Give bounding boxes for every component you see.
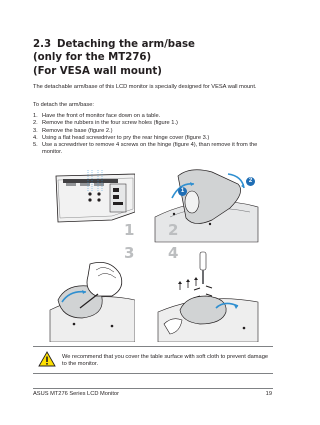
step-number: 3. [33, 127, 38, 134]
section-title-line2: (only for the MT276) [33, 51, 152, 63]
step-text: Using a flat head screwdriver to pry the rear hinge cover (figure 3.) [42, 134, 210, 141]
step-number: 5. [33, 142, 38, 149]
step-number: 2. [33, 120, 38, 127]
figure-4-number: 4 [168, 244, 179, 262]
callout-badge-1 [178, 187, 187, 196]
callout-badge-1-text: 1 [180, 188, 185, 194]
figure-1-illustration [40, 162, 135, 247]
step-number: 4. [33, 134, 38, 141]
step-item [33, 135, 278, 142]
callout-badge-2-text: 2 [248, 178, 253, 184]
section-title-line1: Detaching the arm/base [57, 39, 195, 50]
footer-product-name: ASUS MT276 Series LCD Monitor [33, 391, 119, 397]
step-list [33, 113, 278, 157]
figure-3-illustration [40, 250, 135, 342]
step-item [33, 120, 278, 127]
figure-3-number: 3 [124, 244, 135, 262]
page-number: 19 [265, 391, 272, 397]
figure-2-illustration [150, 162, 260, 247]
figure-4-illustration [150, 250, 260, 342]
section-title [33, 39, 273, 64]
note-bottom-rule [33, 373, 273, 374]
step-text: Have the front of monitor face down on a table. [42, 113, 161, 119]
note-top-rule [33, 346, 273, 347]
step-text: Use a screwdriver to remove 4 screws on the hinge (figure 4), than remove it from the monitor. [42, 142, 258, 156]
step-text: Remove the rubbers in the four screw holes (figure 1.) [42, 120, 178, 127]
step-item [33, 113, 278, 120]
step-number: 1. [33, 113, 38, 119]
instruction-lead: To detach the arm/base: [33, 102, 95, 108]
figure-2-number: 2 [168, 221, 179, 239]
section-subtitle: (For VESA wall mount) [33, 66, 162, 77]
warning-icon [38, 351, 56, 367]
step-item [33, 128, 278, 135]
intro-paragraph: The detachable arm/base of this LCD monitor is specially designed for VESA wall mount. [33, 84, 257, 90]
step-item [33, 142, 278, 157]
footer-rule [33, 388, 273, 389]
section-number: 2.3 [33, 39, 52, 50]
callout-badge-2 [246, 177, 255, 186]
note-text: We recommend that you cover the table surface with soft cloth to prevent damage to the monitor. [62, 354, 269, 368]
figure-1-number: 1 [124, 221, 135, 239]
step-text: Remove the base (figure 2.) [42, 127, 113, 134]
